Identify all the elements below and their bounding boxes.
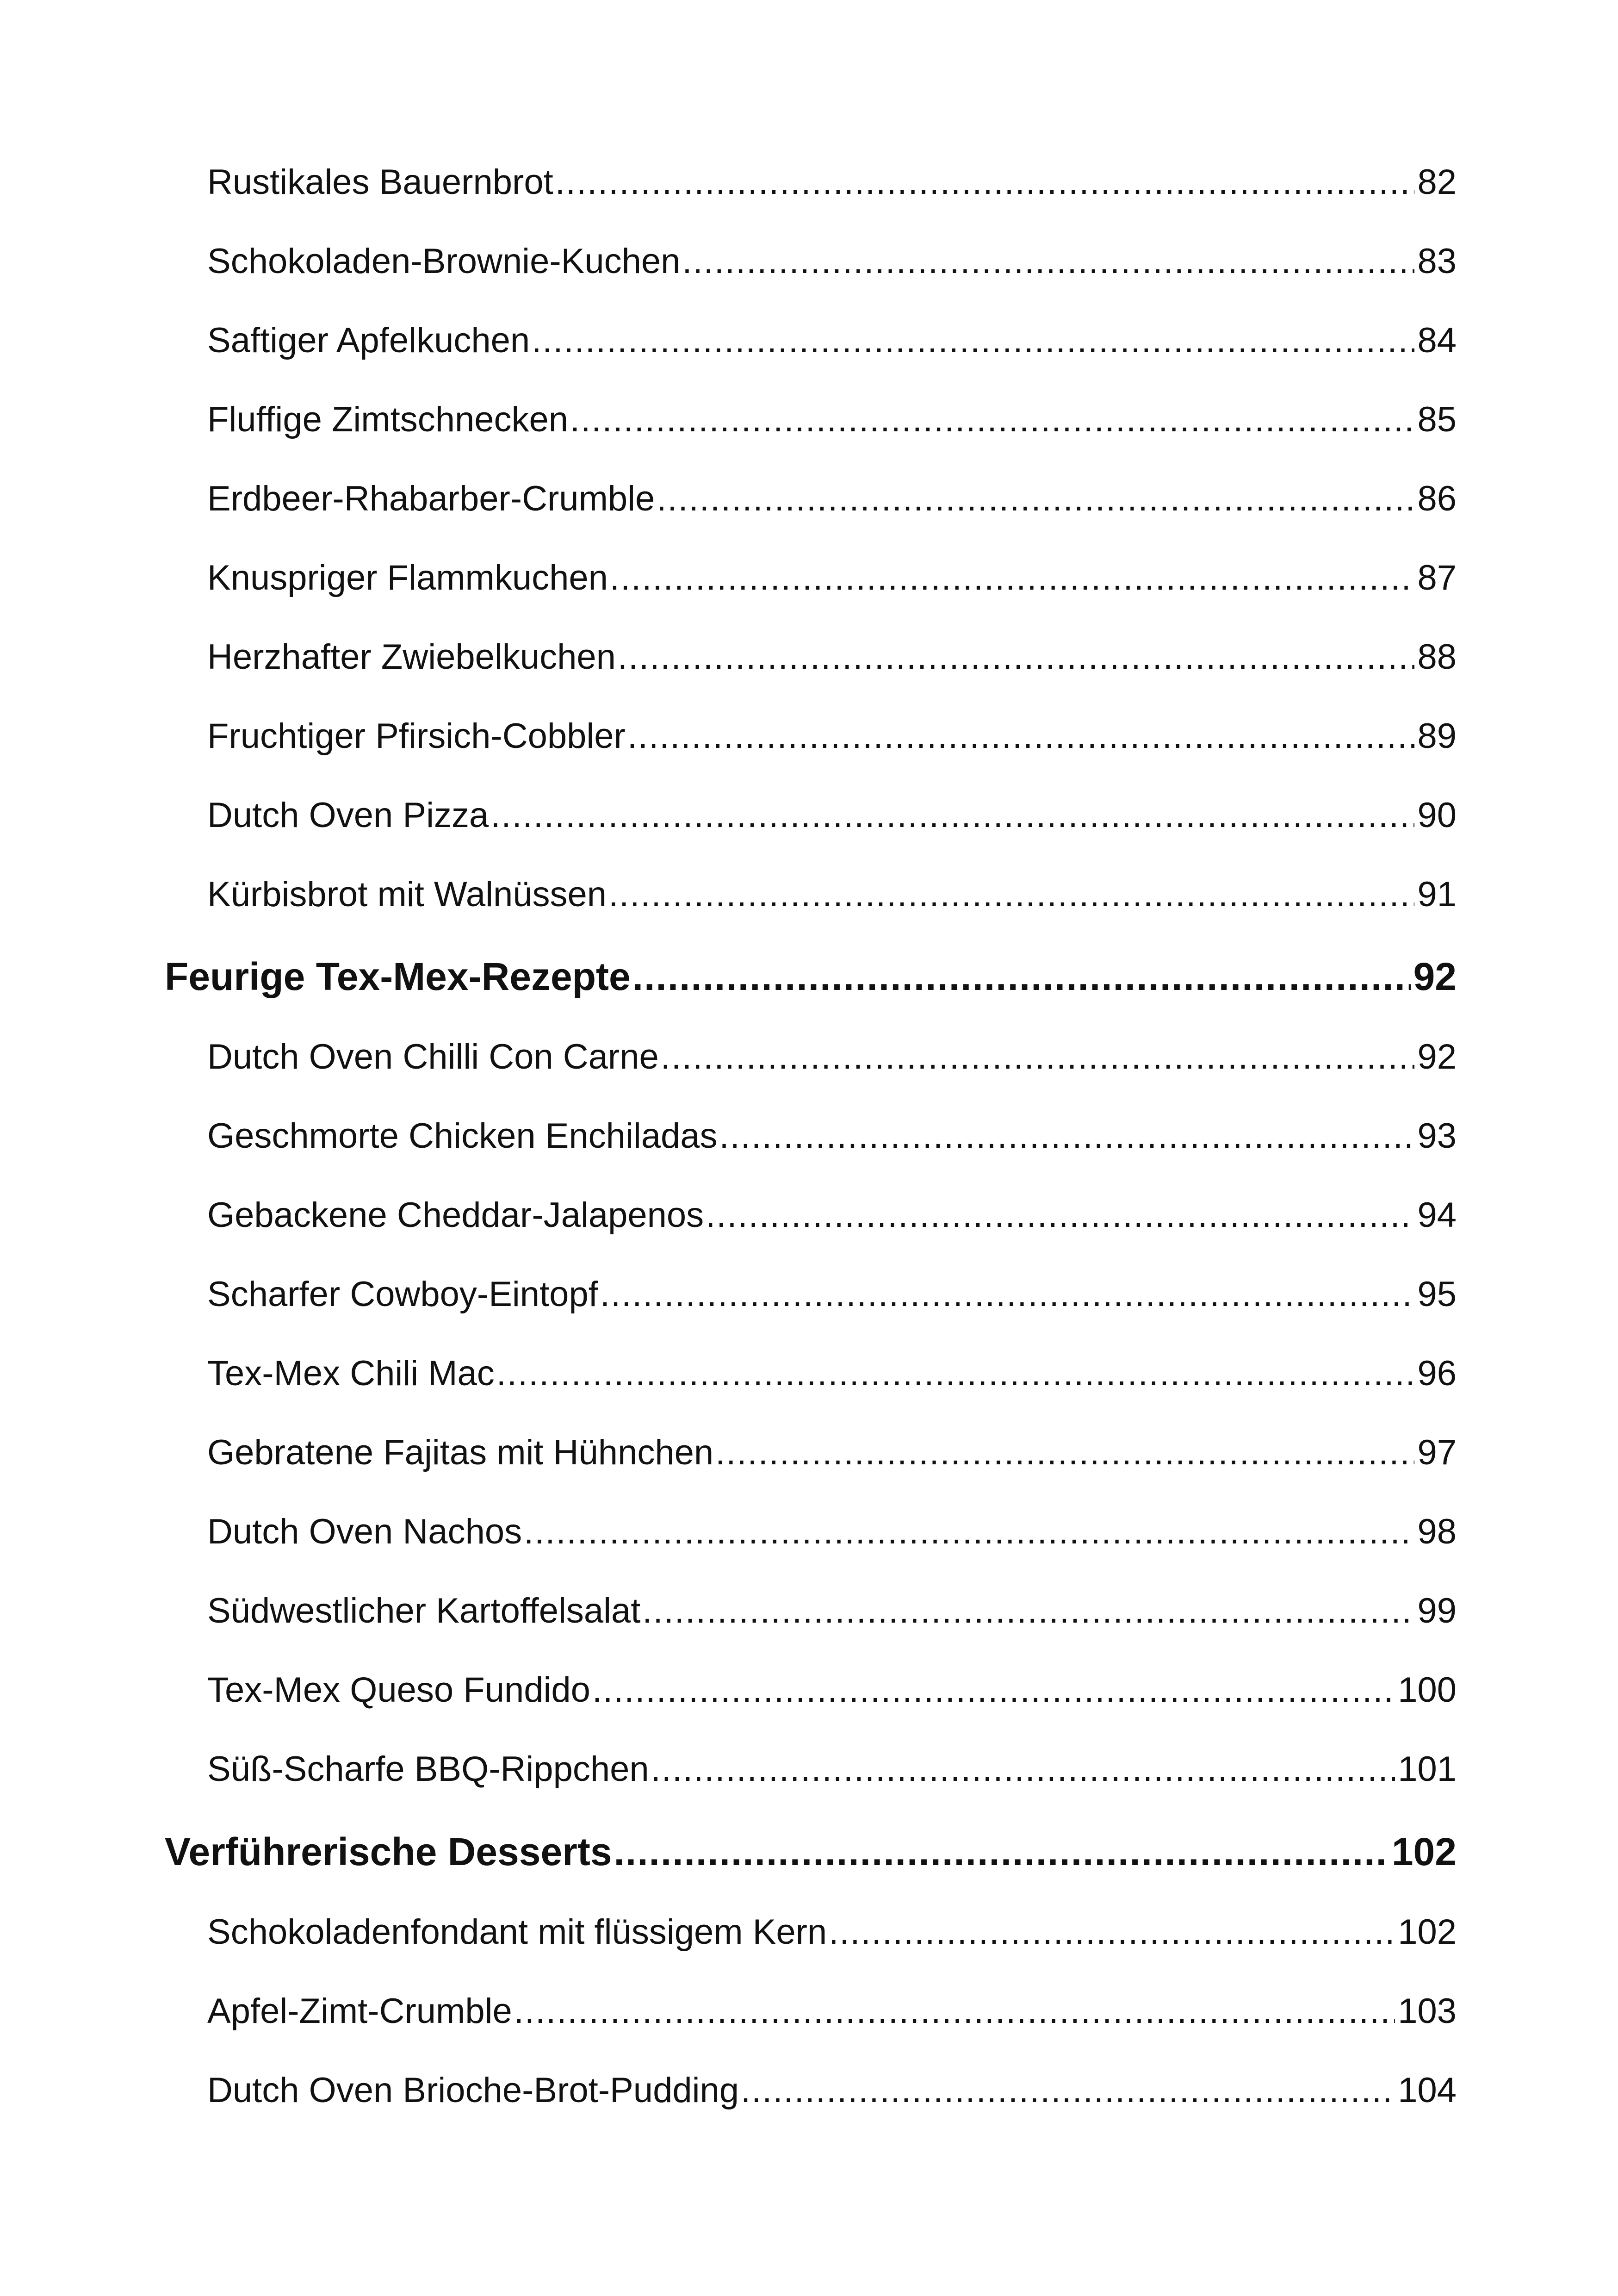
toc-entry-page: 85 xyxy=(1417,400,1457,439)
toc-entry-title: Knuspriger Flammkuchen xyxy=(207,558,608,597)
toc-entry-title: Dutch Oven Chilli Con Carne xyxy=(207,1037,659,1076)
toc-entry-title: Erdbeer-Rhabarber-Crumble xyxy=(207,479,655,518)
toc-entry[interactable] xyxy=(207,1037,1457,1077)
toc-entry-page: 101 xyxy=(1398,1749,1457,1789)
dot-leader xyxy=(592,1670,1395,1710)
toc-entry-page: 104 xyxy=(1398,2071,1457,2110)
dot-leader xyxy=(555,162,1415,202)
toc-entry-title: Tex-Mex Queso Fundido xyxy=(207,1670,590,1710)
toc-entry[interactable] xyxy=(207,1670,1457,1710)
toc-entry-page: 90 xyxy=(1417,796,1457,835)
dot-leader xyxy=(600,1274,1415,1314)
dot-leader xyxy=(532,320,1414,361)
dot-leader xyxy=(490,795,1414,835)
toc-entry-title: Tex-Mex Chili Mac xyxy=(207,1354,495,1393)
toc-entry-title: Geschmorte Chicken Enchiladas xyxy=(207,1116,718,1156)
toc-entry[interactable] xyxy=(207,1512,1457,1552)
toc-entry-title: Süß-Scharfe BBQ-Rippchen xyxy=(207,1749,649,1789)
dot-leader xyxy=(657,479,1414,519)
toc-entry-page: 87 xyxy=(1417,558,1457,597)
toc-entry-page: 91 xyxy=(1417,875,1457,914)
dot-leader xyxy=(741,2070,1395,2110)
toc-entry-page: 96 xyxy=(1417,1354,1457,1393)
toc-chapter-title: Verführerische Desserts xyxy=(165,1830,612,1873)
dot-leader xyxy=(514,1991,1395,2031)
toc-entry-title: Schokoladenfondant mit flüssigem Kern xyxy=(207,1912,827,1952)
toc-chapter-title: Feurige Tex-Mex-Rezepte xyxy=(165,955,631,998)
dot-leader xyxy=(642,1591,1414,1631)
dot-leader xyxy=(719,1116,1415,1156)
toc-entry[interactable] xyxy=(207,1116,1457,1156)
toc-entry-page: 100 xyxy=(1398,1670,1457,1710)
toc-entry[interactable] xyxy=(207,795,1457,835)
toc-entry[interactable] xyxy=(207,716,1457,756)
toc-entry-title: Dutch Oven Pizza xyxy=(207,796,489,835)
toc-entry[interactable] xyxy=(207,2070,1457,2110)
toc-entry[interactable] xyxy=(207,1912,1457,1952)
toc-entry-title: Fluffige Zimtschnecken xyxy=(207,400,569,439)
dot-leader xyxy=(496,1353,1415,1394)
toc-entry-title: Scharfer Cowboy-Eintopf xyxy=(207,1275,598,1314)
dot-leader xyxy=(682,241,1414,281)
toc-entry-title: Schokoladen-Brownie-Kuchen xyxy=(207,242,681,281)
toc-entry-page: 95 xyxy=(1417,1275,1457,1314)
toc-entry[interactable] xyxy=(207,1991,1457,2031)
toc-entry[interactable] xyxy=(207,1591,1457,1631)
toc-entry-page: 97 xyxy=(1417,1433,1457,1472)
toc-entry-page: 92 xyxy=(1417,1037,1457,1076)
dot-leader xyxy=(614,1829,1389,1874)
toc-entry-page: 83 xyxy=(1417,242,1457,281)
toc-entry-page: 88 xyxy=(1417,637,1457,677)
toc-entry-title: Gebratene Fajitas mit Hühnchen xyxy=(207,1433,714,1472)
toc-entry-title: Dutch Oven Nachos xyxy=(207,1512,522,1551)
dot-leader xyxy=(829,1912,1395,1952)
toc-entry-title: Apfel-Zimt-Crumble xyxy=(207,1991,512,2031)
toc-entry-page: 89 xyxy=(1417,716,1457,756)
dot-leader xyxy=(651,1749,1395,1789)
dot-leader xyxy=(618,637,1415,677)
toc-entry[interactable] xyxy=(207,1195,1457,1235)
toc-entry-title: Dutch Oven Brioche-Brot-Pudding xyxy=(207,2071,739,2110)
toc-entry[interactable] xyxy=(207,399,1457,440)
toc-entry-page: 99 xyxy=(1417,1591,1457,1630)
toc-entry-title: Gebackene Cheddar-Jalapenos xyxy=(207,1195,704,1235)
toc-entry-page: 94 xyxy=(1417,1195,1457,1235)
toc-chapter-page: 102 xyxy=(1391,1830,1457,1873)
toc-entry[interactable] xyxy=(207,320,1457,361)
dot-leader xyxy=(610,558,1415,598)
toc-entry[interactable] xyxy=(207,1432,1457,1473)
toc-entry-title: Südwestlicher Kartoffelsalat xyxy=(207,1591,641,1630)
toc-chapter-page: 92 xyxy=(1413,955,1457,998)
toc-entry-title: Fruchtiger Pfirsich-Cobbler xyxy=(207,716,626,756)
toc-entry[interactable] xyxy=(207,162,1457,202)
toc-entry-page: 86 xyxy=(1417,479,1457,518)
toc-entry[interactable] xyxy=(207,874,1457,915)
dot-leader xyxy=(706,1195,1414,1235)
toc-entry-page: 82 xyxy=(1417,162,1457,202)
toc-entry-title: Saftiger Apfelkuchen xyxy=(207,321,530,360)
toc-entry-page: 103 xyxy=(1398,1991,1457,2031)
toc-chapter-heading[interactable] xyxy=(165,1829,1457,1874)
toc-entry[interactable] xyxy=(207,479,1457,519)
toc-entry-page: 102 xyxy=(1398,1912,1457,1952)
toc-chapter-heading[interactable] xyxy=(165,954,1457,999)
toc-entry-page: 93 xyxy=(1417,1116,1457,1156)
toc-entry-title: Herzhafter Zwiebelkuchen xyxy=(207,637,616,677)
toc-entry-page: 98 xyxy=(1417,1512,1457,1551)
toc-entry[interactable] xyxy=(207,1274,1457,1314)
dot-leader xyxy=(632,954,1411,999)
dot-leader xyxy=(570,399,1414,440)
toc-entry-title: Rustikales Bauernbrot xyxy=(207,162,553,202)
dot-leader xyxy=(661,1037,1415,1077)
toc-entry[interactable] xyxy=(207,1749,1457,1789)
toc-entry[interactable] xyxy=(207,558,1457,598)
toc-entry-title: Kürbisbrot mit Walnüssen xyxy=(207,875,607,914)
toc-entry[interactable] xyxy=(207,637,1457,677)
toc-entry-page: 84 xyxy=(1417,321,1457,360)
dot-leader xyxy=(608,874,1414,915)
dot-leader xyxy=(627,716,1415,756)
toc-entry[interactable] xyxy=(207,241,1457,281)
dot-leader xyxy=(715,1432,1414,1473)
dot-leader xyxy=(524,1512,1414,1552)
toc-entry[interactable] xyxy=(207,1353,1457,1394)
